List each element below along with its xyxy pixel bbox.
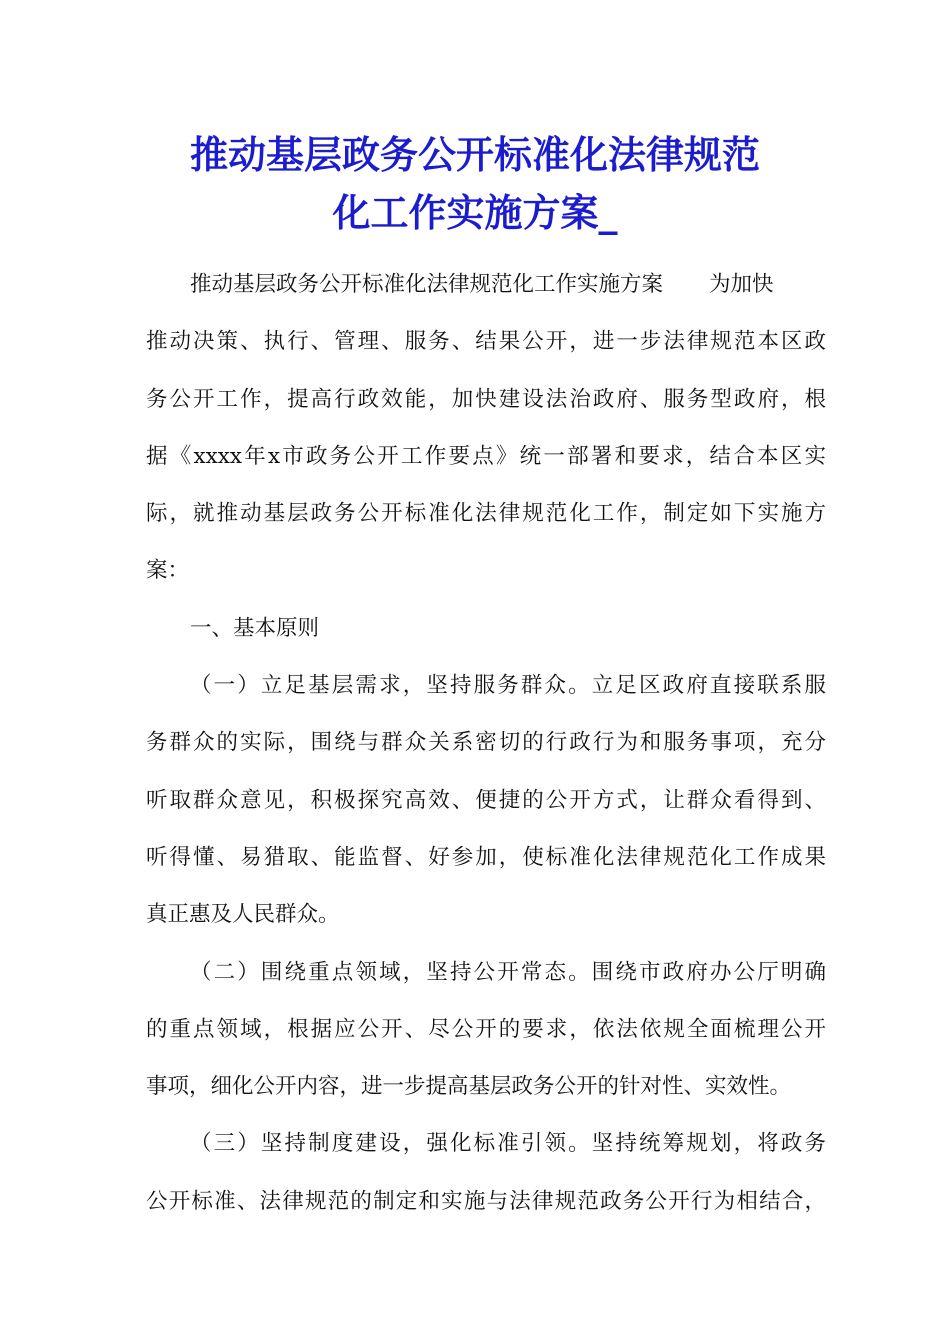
paragraph-line: 务公开工作，提高行政效能，加快建设法治政府、服务型政府，根: [146, 386, 826, 412]
paragraph-line: 据《xxxx年x市政务公开工作要点》统一部署和要求，结合本区实: [146, 443, 826, 469]
document-body: [146, 256, 826, 1230]
paragraph-line: 听取群众意见，积极探究高效、便捷的公开方式，让群众看得到、: [146, 787, 826, 813]
paragraph-line: 务群众的实际，围绕与群众关系密切的行政行为和服务事项，充分: [146, 730, 826, 756]
paragraph-line: 事项，细化公开内容，进一步提高基层政务公开的针对性、实效性。: [146, 1074, 792, 1100]
document-title-line-2: 化工作实施方案_: [332, 190, 618, 235]
paragraph-line: （二）围绕重点领域，坚持公开常态。围绕市政府办公厅明确: [190, 959, 826, 985]
paragraph-line: 际，就推动基层政务公开标准化法律规范化工作，制定如下实施方: [146, 501, 826, 527]
paragraph-line: 推动决策、执行、管理、服务、结果公开，进一步法律规范本区政: [146, 329, 826, 355]
document-title-line-1: 推动基层政务公开标准化法律规范: [189, 132, 760, 177]
section-heading: 一、基本原则: [190, 615, 320, 641]
paragraph-line: 的重点领域，根据应公开、尽公开的要求，依法依规全面梳理公开: [146, 1016, 826, 1042]
paragraph-line: （一）立足基层需求，坚持服务群众。立足区政府直接联系服: [190, 673, 826, 699]
paragraph-line: 推动基层政务公开标准化法律规范化工作实施方案 为加快: [190, 272, 774, 297]
paragraph-line: 公开标准、法律规范的制定和实施与法律规范政务公开行为相结合，: [146, 1188, 826, 1214]
paragraph-line: 真正惠及人民群众。: [146, 902, 340, 928]
paragraph-line: 听得懂、易猎取、能监督、好参加，使标准化法律规范化工作成果: [146, 844, 826, 870]
paragraph-line: （三）坚持制度建设，强化标准引领。坚持统筹规划，将政务: [190, 1131, 826, 1157]
paragraph-line: 案：: [146, 558, 190, 584]
